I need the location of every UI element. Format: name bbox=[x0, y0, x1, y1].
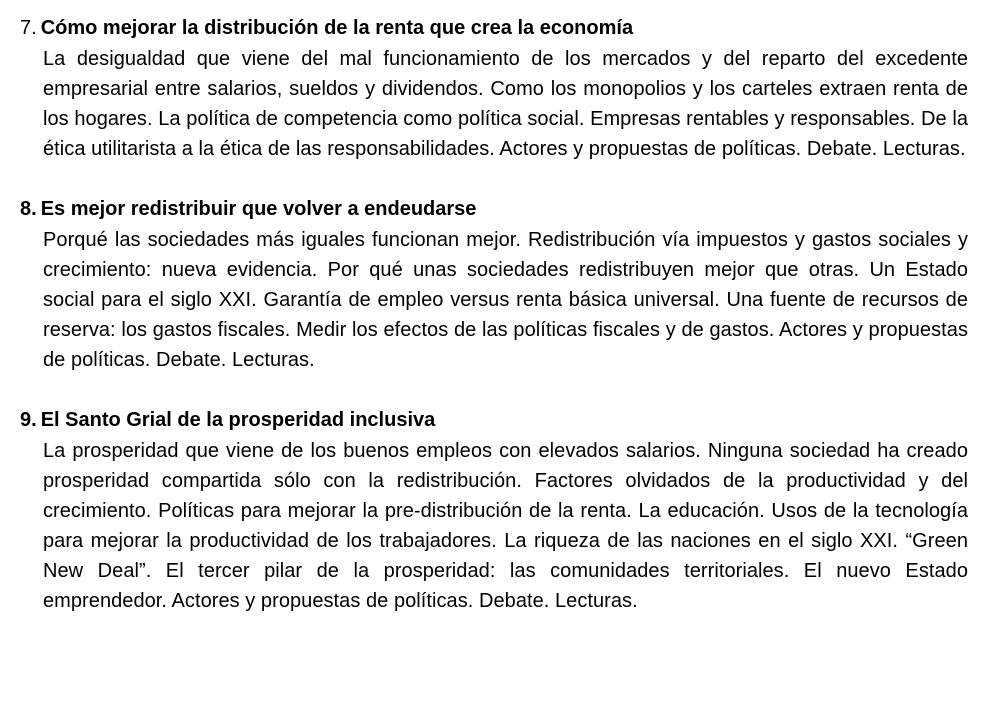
section-number: 8. bbox=[20, 198, 37, 220]
section-heading bbox=[20, 406, 968, 434]
section-number: 9. bbox=[20, 409, 37, 431]
section-title: El Santo Grial de la prosperidad inclusiva bbox=[40, 409, 436, 431]
section-body: La prosperidad que viene de los buenos empleos con elevados salarios. Ninguna sociedad ha creado prosperidad compartida sólo con la redistribución. Factores olvidados de la productividad y del crecimiento. Políticas para mejorar la pre-distribución de la renta. La educación. Usos de la tecnología para mejorar la productividad de los trabajadores. La riqueza de las naciones en el siglo XXI. “Green New Deal”. El tercer pilar de la prosperidad: las comunidades territoriales. El nuevo Estado emprendedor. Actores y propuestas de políticas. Debate. Lecturas. bbox=[43, 440, 968, 612]
section-heading bbox=[20, 14, 968, 42]
section-9 bbox=[20, 406, 968, 616]
section-heading bbox=[20, 195, 968, 223]
section-number: 7. bbox=[20, 17, 37, 39]
section-body: Porqué las sociedades más iguales funcionan mejor. Redistribución vía impuestos y gastos sociales y crecimiento: nueva evidencia. Por qué unas sociedades redistribuyen mejor que otras. Un Estado social para el siglo XXI. Garantía de empleo versus renta básica universal. Una fuente de recursos de reserva: los gastos fiscales. Medir los efectos de las políticas fiscales y de gastos. Actores y propuestas de políticas. Debate. Lecturas. bbox=[43, 229, 968, 371]
section-title: Es mejor redistribuir que volver a endeudarse bbox=[40, 198, 477, 220]
section-7 bbox=[20, 14, 968, 164]
section-title: Cómo mejorar la distribución de la renta que crea la economía bbox=[40, 17, 634, 39]
section-body: La desigualdad que viene del mal funcionamiento de los mercados y del reparto del excedente empresarial entre salarios, sueldos y dividendos. Como los monopolios y los carteles extraen renta de los hogares. La política de competencia como política social. Empresas rentables y responsables. De la ética utilitarista a la ética de las responsabilidades. Actores y propuestas de políticas. Debate. Lecturas. bbox=[43, 48, 968, 160]
section-8 bbox=[20, 195, 968, 375]
